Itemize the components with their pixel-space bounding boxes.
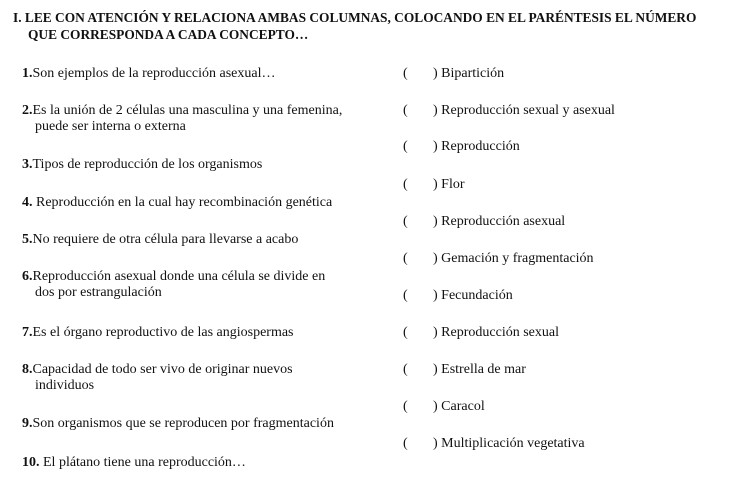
answer-blank-open[interactable]: ( xyxy=(403,139,408,154)
answer-text: Caracol xyxy=(441,399,485,414)
answer-blank-open[interactable]: ( xyxy=(403,103,408,118)
concept-number: 10. xyxy=(22,455,40,470)
concept-number: 6. xyxy=(22,269,33,284)
answer-blank-open[interactable]: ( xyxy=(403,325,408,340)
answer-9[interactable] xyxy=(403,362,526,378)
answer-5[interactable] xyxy=(403,214,565,230)
answer-text: Multiplicación vegetativa xyxy=(441,436,585,451)
answer-blank-close: ) xyxy=(433,436,438,451)
answer-blank-close: ) xyxy=(433,362,438,377)
concept-text: Reproducción asexual donde una célula se divide en xyxy=(32,269,326,284)
answer-blank-close: ) xyxy=(433,399,438,414)
answer-blank-close: ) xyxy=(433,139,438,154)
answer-blank-close: ) xyxy=(433,103,438,118)
answer-text: Flor xyxy=(441,177,465,192)
concept-text: El plátano tiene una reproducción… xyxy=(39,455,246,470)
concept-6 xyxy=(22,269,325,301)
instructions-heading xyxy=(13,9,743,43)
answer-7[interactable] xyxy=(403,288,513,304)
answer-text: Reproducción xyxy=(441,139,520,154)
concept-text: Es la unión de 2 células una masculina y una femenina, xyxy=(32,103,343,118)
answer-text: Fecundación xyxy=(441,288,513,303)
concept-number: 3. xyxy=(22,157,33,172)
concept-5 xyxy=(22,232,298,248)
concept-number: 4. xyxy=(22,195,33,210)
answer-10[interactable] xyxy=(403,399,485,415)
concept-text: Tipos de reproducción de los organismos xyxy=(32,157,263,172)
answer-6[interactable] xyxy=(403,251,594,267)
answer-blank-open[interactable]: ( xyxy=(403,214,408,229)
concept-text: No requiere de otra célula para llevarse a acabo xyxy=(32,232,299,247)
answer-blank-open[interactable]: ( xyxy=(403,251,408,266)
answer-blank-close: ) xyxy=(433,325,438,340)
concept-text-continued: dos por estrangulación xyxy=(35,285,162,300)
answer-blank-close: ) xyxy=(433,288,438,303)
answer-blank-close: ) xyxy=(433,66,438,81)
answer-1[interactable] xyxy=(403,66,504,82)
answer-8[interactable] xyxy=(403,325,559,341)
answer-text: Reproducción asexual xyxy=(441,214,566,229)
answer-blank-close: ) xyxy=(433,214,438,229)
instructions-line-1: I. LEE CON ATENCIÓN Y RELACIONA AMBAS COLUMNAS, COLOCANDO EN EL PARÉNTESIS EL NÚMERO xyxy=(13,10,697,25)
concept-text-continued: puede ser interna o externa xyxy=(35,119,186,134)
concept-8 xyxy=(22,362,293,394)
answer-blank-open[interactable]: ( xyxy=(403,66,408,81)
concept-text: Capacidad de todo ser vivo de originar nuevos xyxy=(32,362,293,377)
answer-blank-open[interactable]: ( xyxy=(403,399,408,414)
answer-blank-close: ) xyxy=(433,177,438,192)
answer-blank-open[interactable]: ( xyxy=(403,436,408,451)
answer-blank-close: ) xyxy=(433,251,438,266)
concept-number: 8. xyxy=(22,362,33,377)
concept-text: Reproducción en la cual hay recombinación genética xyxy=(32,195,333,210)
concept-9 xyxy=(22,416,334,432)
answer-11[interactable] xyxy=(403,436,585,452)
concept-number: 1. xyxy=(22,66,33,81)
answer-4[interactable] xyxy=(403,177,465,193)
concept-7 xyxy=(22,325,294,341)
concept-4 xyxy=(22,195,332,211)
concept-number: 7. xyxy=(22,325,33,340)
answer-text: Estrella de mar xyxy=(441,362,526,377)
answer-2[interactable] xyxy=(403,103,615,119)
answer-text: Reproducción sexual y asexual xyxy=(441,103,615,118)
concept-3 xyxy=(22,157,262,173)
concept-10 xyxy=(22,455,246,471)
instructions-line-2: QUE CORRESPONDA A CADA CONCEPTO… xyxy=(28,27,309,42)
answer-blank-open[interactable]: ( xyxy=(403,288,408,303)
answer-text: Bipartición xyxy=(441,66,505,81)
concept-text: Son ejemplos de la reproducción asexual… xyxy=(32,66,276,81)
concept-2 xyxy=(22,103,342,135)
answer-text: Gemación y fragmentación xyxy=(441,251,594,266)
answer-blank-open[interactable]: ( xyxy=(403,362,408,377)
concept-number: 5. xyxy=(22,232,33,247)
concept-1 xyxy=(22,66,275,82)
concept-text: Es el órgano reproductivo de las angiospermas xyxy=(32,325,294,340)
answer-text: Reproducción sexual xyxy=(441,325,559,340)
answer-3[interactable] xyxy=(403,139,520,155)
concept-text: Son organismos que se reproducen por fragmentación xyxy=(32,416,334,431)
concept-number: 2. xyxy=(22,103,33,118)
answer-blank-open[interactable]: ( xyxy=(403,177,408,192)
concept-number: 9. xyxy=(22,416,33,431)
concept-text-continued: individuos xyxy=(35,378,95,393)
